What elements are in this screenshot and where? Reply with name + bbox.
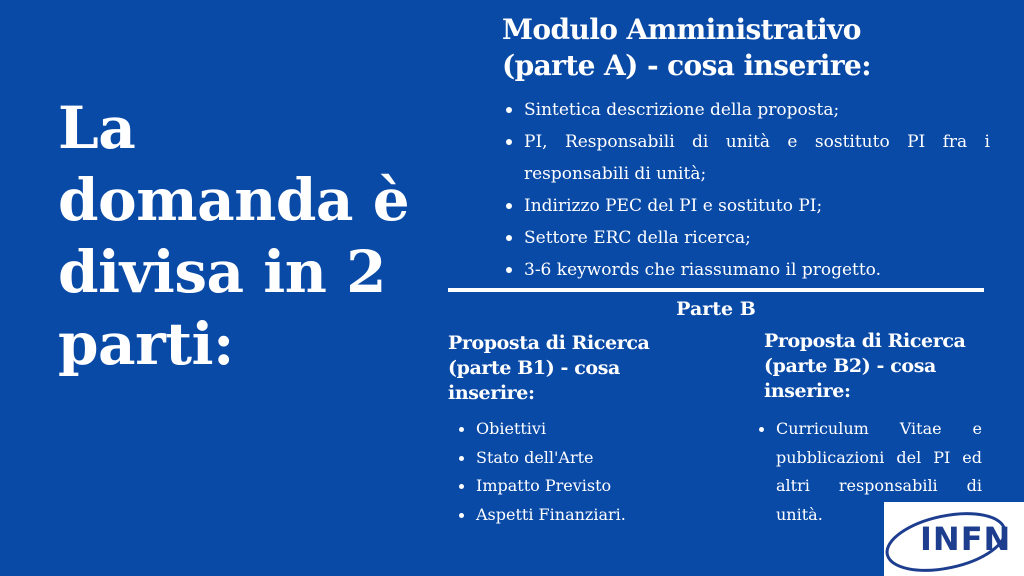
list-item: Indirizzo PEC del PI e sostituto PI; bbox=[502, 190, 990, 222]
list-item: 3-6 keywords che riassumano il progetto. bbox=[502, 254, 990, 286]
part-a-heading bbox=[502, 12, 1002, 84]
part-b2-heading: Proposta di Ricerca (parte B2) - cosa inserire: bbox=[764, 330, 966, 402]
logo-text: INFN bbox=[920, 520, 1012, 558]
part-a-list bbox=[502, 94, 990, 286]
part-b1-list bbox=[456, 415, 696, 529]
infn-logo bbox=[884, 502, 1024, 576]
part-b-label: Parte B bbox=[676, 298, 756, 320]
part-b1-heading: Proposta di Ricerca (parte B1) - cosa inserire: bbox=[448, 332, 650, 404]
list-item: Obiettivi bbox=[456, 415, 696, 444]
slide-title: La domanda è divisa in 2 parti: bbox=[58, 94, 410, 378]
part-a-heading-line1: Modulo Amministrativo bbox=[502, 13, 861, 46]
part-a-heading-line2: (parte A) - cosa inserire: bbox=[502, 49, 871, 82]
list-item: Impatto Previsto bbox=[456, 472, 696, 501]
list-item: Sintetica descrizione della proposta; bbox=[502, 94, 990, 126]
list-item: Settore ERC della ricerca; bbox=[502, 222, 990, 254]
list-item: Stato dell'Arte bbox=[456, 444, 696, 473]
list-item: Curriculum Vitae e pubblicazioni del PI ed altri responsabili di unità. bbox=[756, 415, 982, 529]
section-divider bbox=[448, 288, 984, 292]
list-item: Aspetti Finanziari. bbox=[456, 501, 696, 530]
list-item: PI, Responsabili di unità e sostituto PI fra i responsabili di unità; bbox=[502, 126, 990, 190]
